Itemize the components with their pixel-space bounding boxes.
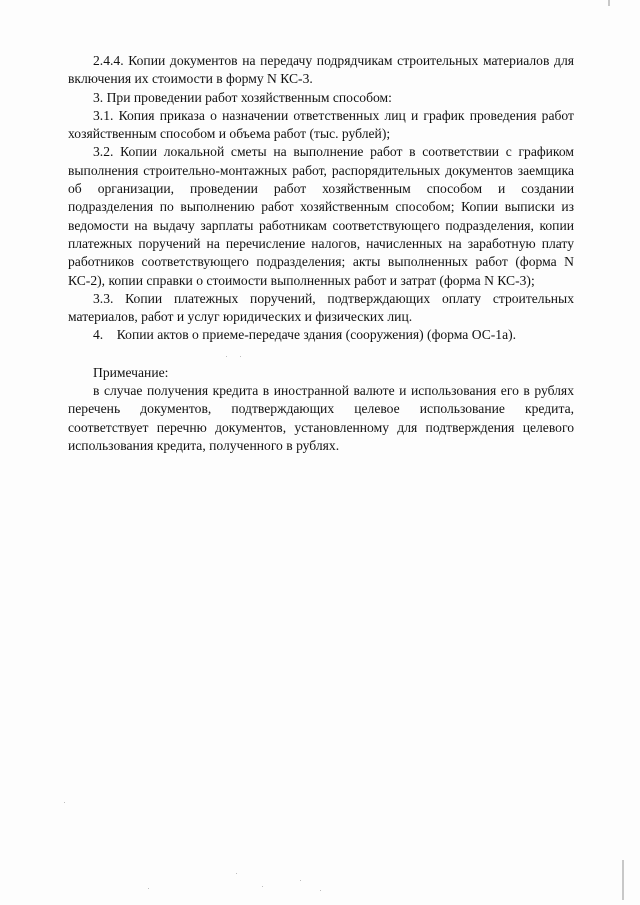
- paragraph-3-heading: 3. При проведении работ хозяйственным способом:: [93, 89, 392, 105]
- paragraph-3-2: 3.2. Копии локальной сметы на выполнение работ в соответствии с графиком выполнения строительно-монтажных работ, распорядительных документов заемщика об организации, проведении работ хозяйственным способом и создании подразделения по выполнению работ хозяйственным способом; Копии выписки из ведомости на выдачу зарплаты работникам соответствующего подразделения, копии платежных поручений на перечисление налогов, начисленных на заработную плату работников соответствующего подразделения; акты выполненных работ (форма N КС-2), копии справки о стоимости выполненных работ и затрат (форма N КС-3);: [68, 144, 574, 288]
- scan-speck: [236, 873, 237, 874]
- paragraph-2-4-4: 2.4.4. Копии документов на передачу подрядчикам строительных материалов для включения их стоимости в форму N КС-3.: [68, 53, 574, 87]
- scan-speck: [226, 356, 227, 357]
- scan-speck: [64, 802, 65, 803]
- scan-speck: [240, 356, 241, 357]
- scan-edge-mark: [622, 860, 624, 900]
- scan-speck: [148, 888, 149, 889]
- paragraph-3-1: 3.1. Копия приказа о назначении ответственных лиц и график проведения работ хозяйственным способом и объема работ (тыс. рублей);: [68, 107, 574, 142]
- note-body: в случае получения кредита в иностранной валюте и использования его в рублях перечень документов, подтверждающих целевое использование кредита, соответствует перечню документов, установленному для подтверждения целевого использования кредита, полученного в рублях.: [68, 383, 574, 453]
- scan-speck: [320, 890, 321, 891]
- document-text: [68, 52, 574, 455]
- paragraph-3-3: 3.3. Копии платежных поручений, подтверждающих оплату строительных материалов, работ и услуг юридических и физических лиц.: [68, 290, 574, 325]
- scan-edge-mark: [608, 0, 610, 6]
- paragraph-4: 4. Копии актов о приеме-передаче здания (сооружения) (форма ОС-1а).: [93, 327, 517, 343]
- scan-speck: [300, 880, 301, 881]
- scan-speck: [262, 886, 263, 887]
- note-title: Примечание:: [93, 364, 169, 380]
